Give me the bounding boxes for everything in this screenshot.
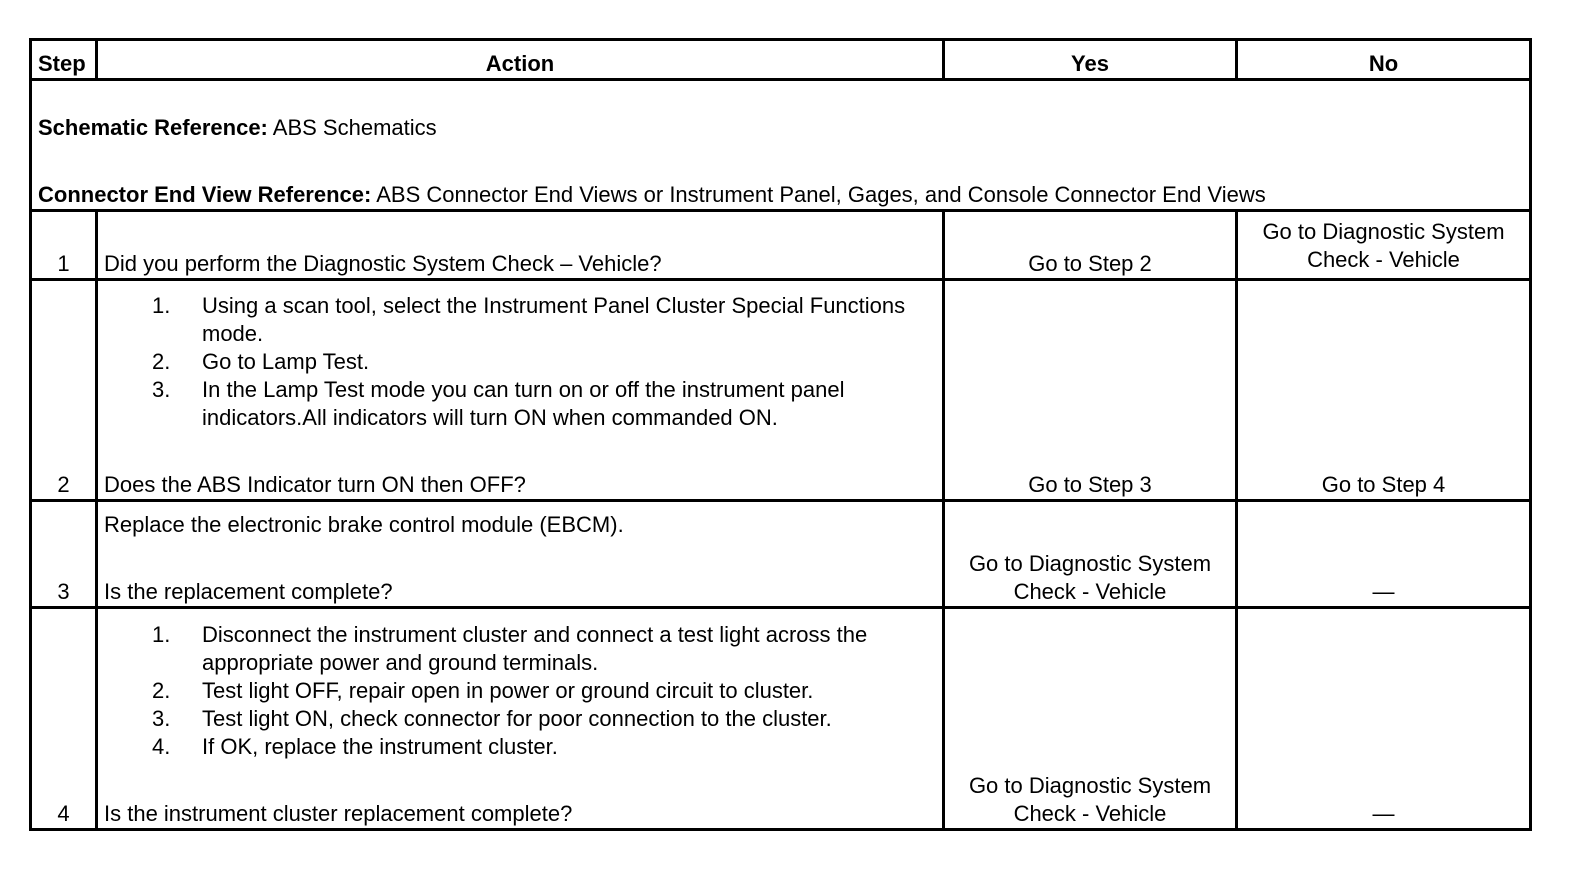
step-number: 2 <box>31 280 97 501</box>
list-item <box>104 621 936 677</box>
list-item <box>104 376 936 432</box>
table-row <box>31 211 1531 280</box>
connector-reference-label: Connector End View Reference: <box>38 182 372 207</box>
yes-line-2: Check - Vehicle <box>1013 579 1167 604</box>
action-cell <box>97 211 944 280</box>
header-no: No <box>1237 40 1531 80</box>
list-item <box>104 292 936 348</box>
connector-reference-value: ABS Connector End Views or Instrument Panel, Gages, and Console Connector End Views <box>371 182 1266 207</box>
list-item-number: 1. <box>152 622 171 647</box>
yes-cell <box>944 501 1237 608</box>
list-item-number: 2. <box>152 349 171 374</box>
no-cell: — <box>1237 608 1531 830</box>
list-item-number: 1. <box>152 293 171 318</box>
step-number: 4 <box>31 608 97 830</box>
table-row <box>31 608 1531 830</box>
list-item-text: Go to Lamp Test. <box>202 349 370 374</box>
list-item-number: 3. <box>152 706 171 731</box>
schematic-reference-label: Schematic Reference: <box>38 115 268 140</box>
yes-line-1: Go to Diagnostic System <box>968 551 1212 576</box>
no-line-1: Go to Diagnostic System <box>1262 219 1505 244</box>
yes-cell <box>944 608 1237 830</box>
list-item-text: Using a scan tool, select the Instrument Panel Cluster Special Functions mode. <box>202 293 906 346</box>
action-cell <box>97 608 944 830</box>
no-cell <box>1237 211 1531 280</box>
action-cell <box>97 501 944 608</box>
list-item-text: Disconnect the instrument cluster and connect a test light across the appropriate power and ground terminals. <box>202 622 868 675</box>
list-item-text: In the Lamp Test mode you can turn on or off the instrument panel indicators.All indicators will turn ON when commanded ON. <box>202 377 845 430</box>
table-row <box>31 280 1531 501</box>
yes-cell: Go to Step 3 <box>944 280 1237 501</box>
action-question: Is the instrument cluster replacement complete? <box>104 801 573 826</box>
list-item-text: If OK, replace the instrument cluster. <box>202 734 558 759</box>
diagnostic-table <box>29 38 1532 831</box>
header-action: Action <box>97 40 944 80</box>
schematic-reference-value: ABS Schematics <box>267 115 437 140</box>
list-item-text: Test light ON, check connector for poor connection to the cluster. <box>202 706 832 731</box>
action-question: Is the replacement complete? <box>104 579 393 604</box>
reference-cell <box>31 80 1531 211</box>
list-item <box>104 348 936 376</box>
header-step: Step <box>31 40 97 80</box>
procedure-list <box>104 621 936 761</box>
no-cell: — <box>1237 501 1531 608</box>
connector-reference <box>38 181 1523 209</box>
table-row <box>31 501 1531 608</box>
yes-line-2: Check - Vehicle <box>1013 801 1167 826</box>
step-number: 1 <box>31 211 97 280</box>
list-item <box>104 677 936 705</box>
action-question: Did you perform the Diagnostic System Check – Vehicle? <box>104 251 662 276</box>
header-yes: Yes <box>944 40 1237 80</box>
no-line-2: Check - Vehicle <box>1307 247 1460 272</box>
action-question: Does the ABS Indicator turn ON then OFF? <box>104 472 526 497</box>
list-item-number: 4. <box>152 734 171 759</box>
list-item-text: Test light OFF, repair open in power or ground circuit to cluster. <box>202 678 814 703</box>
step-number: 3 <box>31 501 97 608</box>
header-row <box>31 40 1531 80</box>
list-item-number: 3. <box>152 377 171 402</box>
yes-cell: Go to Step 2 <box>944 211 1237 280</box>
no-cell: Go to Step 4 <box>1237 280 1531 501</box>
list-item <box>104 733 936 761</box>
reference-row <box>31 80 1531 211</box>
list-item-number: 2. <box>152 678 171 703</box>
yes-line-1: Go to Diagnostic System <box>968 773 1212 798</box>
procedure-list <box>104 292 936 432</box>
schematic-reference <box>38 114 1523 142</box>
action-text: Replace the electronic brake control module (EBCM). <box>104 512 624 537</box>
list-item <box>104 705 936 733</box>
action-cell <box>97 280 944 501</box>
